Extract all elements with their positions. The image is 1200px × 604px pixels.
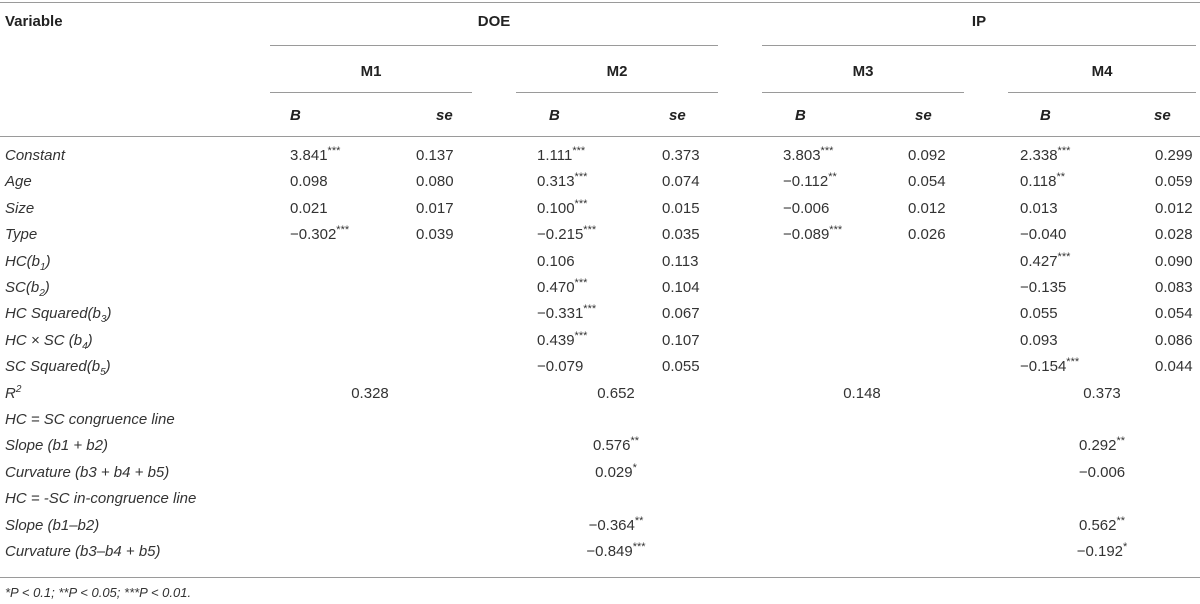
cell-r2-m3: [802, 384, 922, 404]
cell-m3-se: [908, 172, 946, 192]
cell-m4-se: [1155, 225, 1193, 245]
row-label: SC $Squared(b_5)$: [5, 358, 111, 379]
header-model-m3: M3: [852, 63, 874, 80]
cell-m4-b: [1020, 225, 1066, 245]
cell-m4-se: [1155, 172, 1193, 192]
header-se-m3: se: [915, 107, 932, 124]
significance-stars: ***: [574, 277, 588, 289]
header-b-m1: B: [290, 107, 301, 124]
cell-m4-se: [1155, 331, 1193, 351]
cell-value: 0.012: [908, 199, 946, 217]
model-rule-m3: [762, 92, 964, 93]
cell-value: −0.849: [586, 543, 633, 560]
header-model-m2: M2: [606, 63, 628, 80]
significance-stars: **: [634, 514, 644, 527]
cell-m4-b: [1020, 252, 1070, 272]
cell-m4-se: [1155, 199, 1193, 219]
cell-value: 0.299: [1155, 147, 1193, 164]
cell-r2-m2: [556, 384, 676, 404]
cell-m3-se: [908, 199, 946, 219]
cell-value: 0.292: [1078, 437, 1117, 455]
cell-m2-b: [537, 172, 587, 192]
header-b-m4: B: [1040, 107, 1051, 124]
cell-m1-b: [290, 199, 328, 219]
cell-value: 0.328: [351, 384, 389, 402]
cell-r2-m1: [310, 384, 430, 404]
cell-value: 0.106: [537, 252, 575, 270]
cell-m4-se: [1155, 146, 1193, 166]
header-se-m2: se: [669, 107, 686, 124]
cell-value: 0.054: [908, 173, 946, 191]
cell-value: 0.026: [908, 226, 946, 244]
cell-m2-b: [537, 225, 596, 245]
significance-stars: ***: [1057, 250, 1071, 263]
significance-stars: ***: [327, 145, 341, 157]
cell-m4-b: [1020, 146, 1070, 166]
cell-value: −0.215: [537, 226, 584, 244]
table-bottom-rule: [0, 577, 1200, 578]
cell-m2-b: [537, 199, 587, 219]
cell-value: −0.364: [588, 516, 635, 534]
cell-m2-b: [537, 252, 575, 272]
row-label: HC × SC $(b_4)$: [5, 331, 93, 352]
cell-m4-se: [1155, 252, 1193, 272]
significance-stars: ***: [572, 145, 586, 157]
cell-value: 0.439: [537, 331, 575, 349]
cell-m4-effect: [1042, 436, 1162, 456]
cell-value: 0.107: [662, 331, 700, 349]
cell-m2-se: [662, 225, 700, 245]
cell-m2-b: [537, 278, 587, 298]
cell-value: 0.039: [416, 226, 454, 244]
significance-stars: ***: [1066, 356, 1080, 369]
cell-value: 0.137: [416, 147, 454, 164]
row-label: Age: [5, 173, 32, 191]
cell-value: 0.059: [1155, 173, 1193, 191]
significance-stars: **: [630, 435, 640, 448]
group-rule-doe: [270, 45, 718, 46]
significance-stars: ***: [574, 171, 588, 184]
cell-value: 0.012: [1155, 199, 1193, 217]
cell-m1-b: [290, 225, 349, 245]
significance-stars: **: [1056, 171, 1065, 184]
cell-value: −0.040: [1020, 226, 1067, 244]
cell-value: −0.154: [1020, 358, 1067, 376]
cell-m4-se: [1155, 357, 1193, 377]
cell-m4-se: [1155, 278, 1193, 298]
row-label: Curvature (b3 + b4 + b5): [5, 463, 170, 481]
significance-stars: ***: [820, 145, 834, 157]
row-label: HC = -SC in-congruence line: [5, 490, 197, 508]
cell-m2-b: [537, 357, 583, 377]
cell-value: 0.021: [290, 199, 328, 217]
table-footnote: *P < 0.1; **P < 0.05; ***P < 0.01.: [5, 585, 192, 600]
cell-m3-b: [783, 199, 829, 219]
cell-m2-se: [662, 146, 700, 166]
row-label: Slope (b1 + b2): [5, 437, 108, 455]
cell-m2-b: [537, 304, 596, 324]
model-rule-m1: [270, 92, 472, 93]
top-rule: [0, 2, 1200, 3]
cell-value: 0.098: [290, 173, 328, 191]
row-label: $SC(b_2)$: [5, 279, 50, 299]
significance-stars: **: [1116, 514, 1126, 527]
header-model-m1: M1: [360, 63, 382, 80]
cell-value: −0.112: [783, 173, 829, 191]
cell-value: 0.093: [1020, 331, 1058, 349]
cell-value: 0.017: [416, 199, 454, 217]
cell-m2-se: [662, 304, 700, 324]
cell-m4-b: [1020, 331, 1058, 351]
cell-value: 0.013: [1020, 199, 1058, 217]
cell-value: 0.118: [1020, 173, 1057, 191]
cell-r2-m4: [1042, 384, 1162, 404]
cell-m1-se: [416, 146, 454, 166]
header-bottom-rule: [0, 136, 1200, 137]
cell-value: 1.111: [537, 147, 573, 164]
cell-value: 0.028: [1155, 226, 1193, 244]
significance-stars: *: [632, 461, 637, 474]
cell-value: 0.067: [662, 305, 700, 323]
cell-m3-b: [783, 172, 837, 192]
cell-value: 0.100: [537, 199, 575, 217]
cell-value: 0.090: [1155, 252, 1193, 270]
cell-m4-effect: [1042, 516, 1162, 536]
row-label: $HC(b_1)$: [5, 252, 51, 273]
cell-m2-se: [662, 278, 700, 298]
cell-value: 0.055: [1020, 305, 1058, 323]
cell-value: −0.192: [1076, 543, 1123, 560]
cell-value: −0.089: [783, 226, 830, 244]
header-se-m1: se: [436, 107, 453, 124]
cell-value: 0.427: [1020, 252, 1058, 270]
cell-value: 0.015: [662, 199, 700, 217]
header-group-ip: IP: [971, 13, 987, 30]
cell-value: 0.044: [1155, 358, 1193, 376]
significance-stars: ***: [583, 303, 597, 316]
cell-m4-effect: [1042, 542, 1162, 562]
model-rule-m4: [1008, 92, 1196, 93]
cell-value: 2.338: [1020, 147, 1058, 164]
cell-value: 0.080: [416, 173, 454, 191]
header-b-m2: B: [549, 107, 560, 124]
row-label: Constant: [5, 147, 66, 164]
cell-m2-se: [662, 357, 700, 377]
cell-value: 0.373: [1083, 384, 1121, 402]
significance-stars: *: [1123, 541, 1128, 553]
cell-value: 0.373: [662, 147, 700, 164]
significance-stars: **: [828, 171, 837, 184]
cell-m4-b: [1020, 304, 1058, 324]
significance-stars: ***: [583, 224, 597, 237]
cell-m4-b: [1020, 357, 1079, 377]
row-label: HC = SC congruence line: [5, 411, 175, 428]
cell-m4-effect: [1042, 463, 1162, 483]
header-model-m4: M4: [1091, 63, 1113, 80]
row-label: Size: [5, 199, 35, 217]
cell-value: −0.135: [1020, 279, 1067, 296]
cell-m1-b: [290, 146, 340, 166]
cell-m2-se: [662, 331, 700, 351]
row-label: Curvature (b3–b4 + b5): [5, 543, 161, 560]
cell-m2-se: [662, 172, 700, 192]
cell-m4-b: [1020, 278, 1066, 298]
cell-m2-se: [662, 252, 698, 272]
significance-stars: ***: [1057, 145, 1071, 157]
cell-value: 0.055: [662, 358, 700, 376]
cell-value: 0.148: [843, 384, 881, 402]
cell-m4-b: [1020, 199, 1058, 219]
cell-value: 0.029: [595, 463, 633, 481]
cell-value: 0.074: [662, 173, 700, 191]
cell-value: 0.092: [908, 147, 946, 164]
cell-value: 0.562: [1078, 516, 1117, 534]
cell-m3-se: [908, 146, 946, 166]
significance-stars: ***: [632, 541, 646, 553]
cell-value: 0.104: [662, 279, 700, 296]
header-variable: Variable: [5, 13, 63, 30]
cell-value: 0.652: [597, 384, 635, 402]
row-label-r2: $R^2$: [5, 383, 22, 402]
significance-stars: ***: [574, 329, 588, 342]
cell-value: 3.841: [290, 147, 328, 164]
cell-m3-b: [783, 146, 833, 166]
cell-m2-b: [537, 331, 587, 351]
cell-value: 0.086: [1155, 331, 1193, 349]
significance-stars: ***: [574, 197, 588, 210]
header-group-doe: DOE: [477, 13, 511, 30]
row-label: HC $Squared(b_3)$: [5, 305, 112, 326]
cell-m2-b: [537, 146, 585, 166]
cell-m2-effect: [556, 463, 676, 483]
significance-stars: ***: [336, 224, 350, 237]
cell-m2-effect: [556, 436, 676, 456]
cell-m4-se: [1155, 304, 1193, 324]
cell-value: −0.079: [537, 358, 584, 376]
cell-m1-se: [416, 172, 454, 192]
row-label: Type: [5, 226, 38, 244]
cell-value: 0.083: [1155, 279, 1193, 296]
significance-stars: **: [1116, 435, 1126, 448]
cell-value: 0.035: [662, 226, 700, 244]
cell-m1-b: [290, 172, 328, 192]
cell-m2-se: [662, 199, 700, 219]
cell-value: 0.054: [1155, 305, 1193, 323]
cell-value: −0.331: [537, 305, 584, 323]
cell-value: −0.302: [290, 226, 337, 244]
cell-value: 0.576: [592, 437, 631, 455]
significance-stars: ***: [829, 224, 843, 237]
group-rule-ip: [762, 45, 1196, 46]
cell-m3-b: [783, 225, 842, 245]
cell-value: 3.803: [783, 147, 821, 164]
header-se-m4: se: [1154, 107, 1171, 124]
cell-value: 0.470: [537, 279, 575, 296]
cell-value: 0.313: [537, 173, 575, 191]
cell-m1-se: [416, 199, 454, 219]
cell-m1-se: [416, 225, 454, 245]
cell-m3-se: [908, 225, 946, 245]
model-rule-m2: [516, 92, 718, 93]
cell-value: 0.113: [662, 252, 699, 270]
header-b-m3: B: [795, 107, 806, 124]
row-label: Slope (b1–b2): [5, 516, 100, 534]
cell-m2-effect: [556, 542, 676, 562]
cell-value: −0.006: [783, 199, 830, 217]
cell-value: −0.006: [1078, 463, 1126, 481]
cell-m2-effect: [556, 516, 676, 536]
cell-m4-b: [1020, 172, 1065, 192]
